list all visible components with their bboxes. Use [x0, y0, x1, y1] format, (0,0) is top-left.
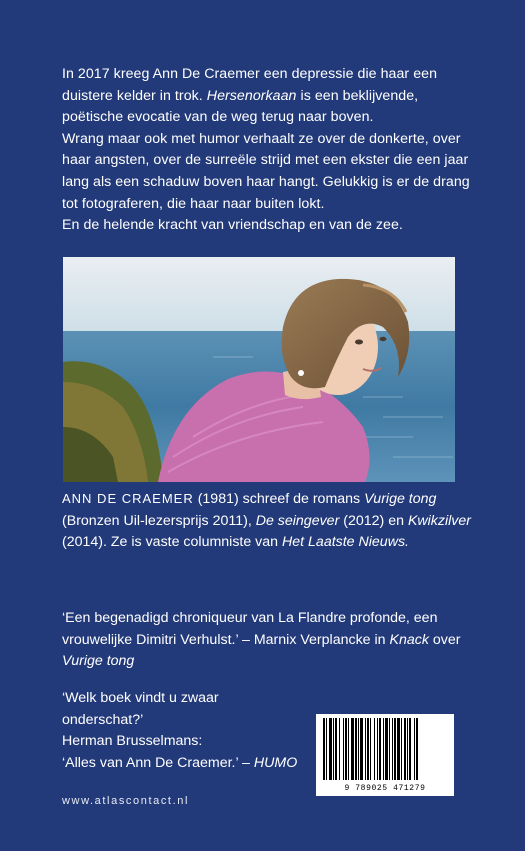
quote-text: ‘Alles van Ann De Craemer.’ – — [62, 754, 254, 771]
bio-text: (2012) en — [339, 512, 408, 529]
quote-source: HUMO — [253, 754, 298, 771]
quote-question: ‘Welk boek vindt u zwaar onderschat?’ — [62, 690, 219, 728]
author-photo — [63, 257, 455, 482]
bio-text: (1981) schreef de romans — [193, 491, 365, 507]
review-quote-knack — [62, 608, 482, 673]
blurb-text: In 2017 kreeg Ann De Craemer een depressie die haar een duistere kelder in trok. — [62, 66, 438, 104]
book-title: Kwikzilver — [407, 512, 471, 529]
isbn-barcode — [316, 714, 454, 796]
blurb-paragraph-3: En de helende kracht van vriendschap en van de zee. — [62, 217, 403, 234]
quote-text: over — [428, 631, 461, 648]
review-quote-humo — [62, 688, 302, 774]
author-bio — [62, 488, 472, 554]
bio-text: (Bronzen Uil-lezersprijs 2011), — [62, 512, 256, 529]
book-title: Vurige tong — [364, 491, 437, 507]
publisher-url[interactable]: www.atlascontact.nl — [62, 795, 189, 807]
quote-source: Knack — [389, 631, 429, 648]
blurb-paragraph-1 — [62, 64, 472, 129]
book-title: Hersenorkaan — [206, 87, 297, 104]
blurb-text: is een beklijvende, poëtische evocatie van de weg terug naar boven. — [62, 87, 419, 126]
blurb-paragraph-2: Wrang maar ook met humor verhaalt ze over de donkerte, over haar angsten, over de surreële strijd met een ekster die een jaar lang als een schaduw boven haar hangt. Gelukkig is er de drang tot fotograferen, die haar naar buiten lokt. — [62, 130, 470, 212]
book-title: Vurige tong — [62, 653, 135, 670]
quote-text: ‘Een begenadigd chroniqueur van La Flandre profonde, een vrouwelijke Dimitri Verhulst.’ – Marnix Verplancke in — [62, 610, 438, 648]
back-cover-blurb — [62, 64, 472, 237]
quote-speaker: Herman Brusselmans: — [62, 733, 203, 750]
barcode-digits: 9 789025 471279 — [344, 784, 426, 793]
author-portrait-icon — [63, 257, 455, 482]
book-title: De seingever — [255, 512, 340, 529]
author-name: ANN DE CRAEMER — [62, 491, 194, 506]
newspaper-title: Het Laatste Nieuws. — [282, 534, 409, 551]
bio-text: (2014). Ze is vaste columniste van — [62, 534, 283, 551]
